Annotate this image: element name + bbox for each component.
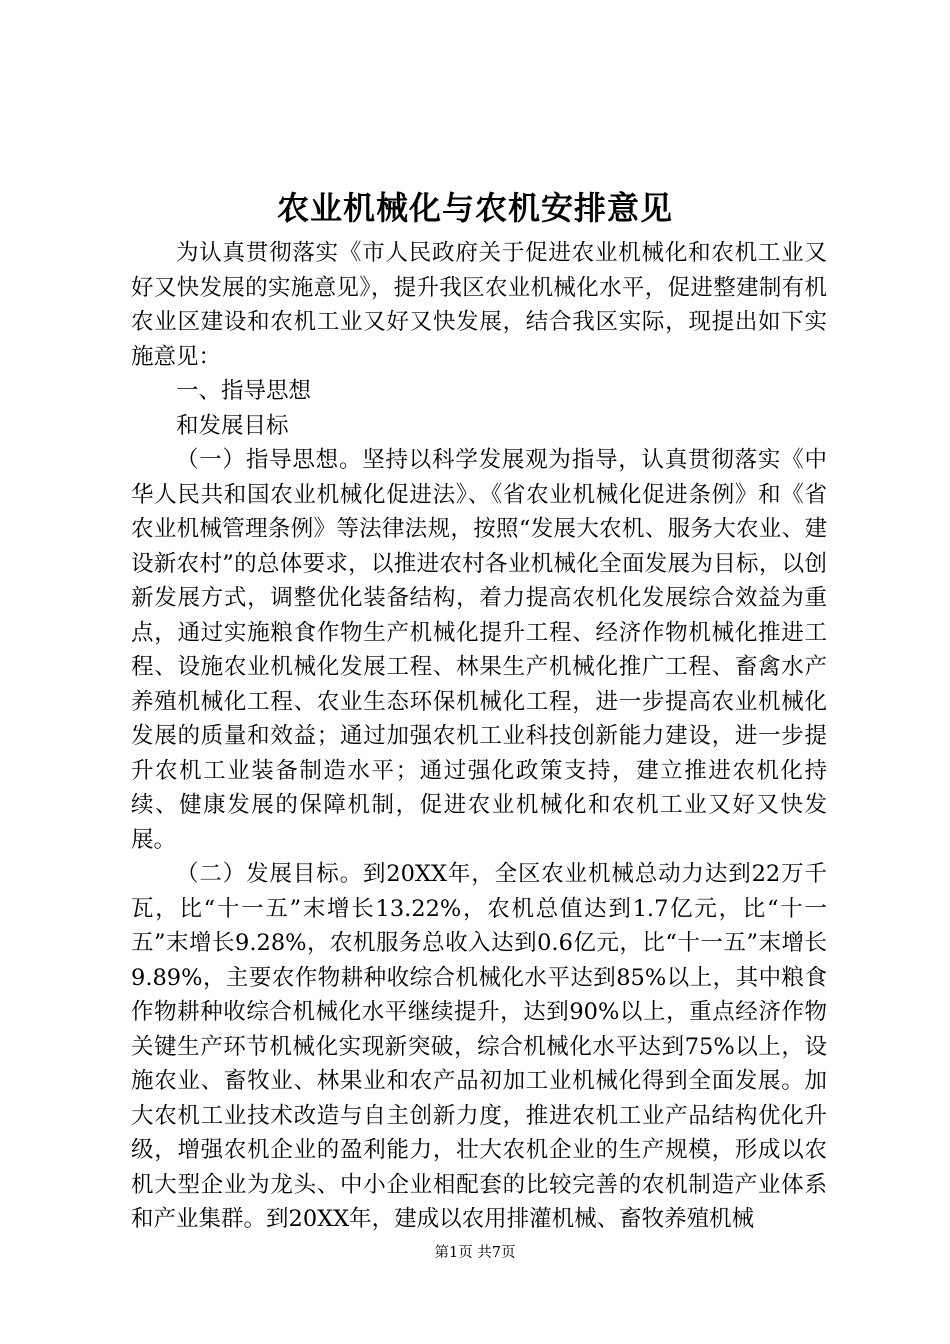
document-body bbox=[131, 236, 827, 1237]
section-heading-continued: 和发展目标 bbox=[176, 412, 289, 439]
document-title: 农业机械化与农机安排意见 bbox=[276, 189, 673, 227]
page-number-footer: 第1页 共7页 bbox=[434, 1245, 516, 1261]
paragraph-intro: 为认真贯彻落实《市人民政府关于促进农业机械化和农机工业又好又快发展的实施意见》，提升我区农业机械化水平，促进整建制有机农业区建设和农机工业又好又快发展，结合我区实际，现提出如下实施意见： bbox=[131, 240, 827, 370]
paragraph-development-goals: （二）发展目标。到20XX年，全区农业机械总动力达到22万千瓦，比“十一五”末增长13.22%，农机总值达到1.7亿元，比“十一五”末增长9.28%，农机服务总收入达到0.6亿元，比“十一五”末增长9.89%，主要农作物耕种收综合机械化水平达到85%以上，其中粮食作物耕种收综合机械化水平继续提升，达到90%以上，重点经济作物关键生产环节机械化实现新突破，综合机械化水平达到75%以上，设施农业、畜牧业、林果业和农产品初加工业机械化得到全面发展。加大农机工业技术改造与自主创新力度，推进农机工业产品结构优化升级，增强农机企业的盈利能力，壮大农机企业的生产规模，形成以农机大型企业为龙头、中小企业相配套的比较完善的农机制造产业体系和产业集群。到20XX年，建成以农用排灌机械、畜牧养殖机械 bbox=[131, 861, 827, 1232]
section-heading: 一、指导思想 bbox=[176, 378, 312, 404]
paragraph-guiding-ideology: （一）指导思想。坚持以科学发展观为指导，认真贯彻落实《中华人民共和国农业机械化促进法》、《省农业机械化促进条例》和《省农业机械管理条例》等法律法规，按照“发展大农机、服务大农业、建设新农村”的总体要求，以推进农村各业机械化全面发展为目标，以创新发展方式，调整优化装备结构，着力提高农机化发展综合效益为重点，通过实施粮食作物生产机械化提升工程、经济作物机械化推进工程、设施农业机械化发展工程、林果生产机械化推广工程、畜禽水产养殖机械化工程、农业生态环保机械化工程，进一步提高农业机械化发展的质量和效益；通过加强农机工业科技创新能力建设，进一步提升农机工业装备制造水平；通过强化政策支持，建立推进农机化持续、健康发展的保障机制，促进农业机械化和农机工业又好又快发展。 bbox=[131, 447, 827, 853]
